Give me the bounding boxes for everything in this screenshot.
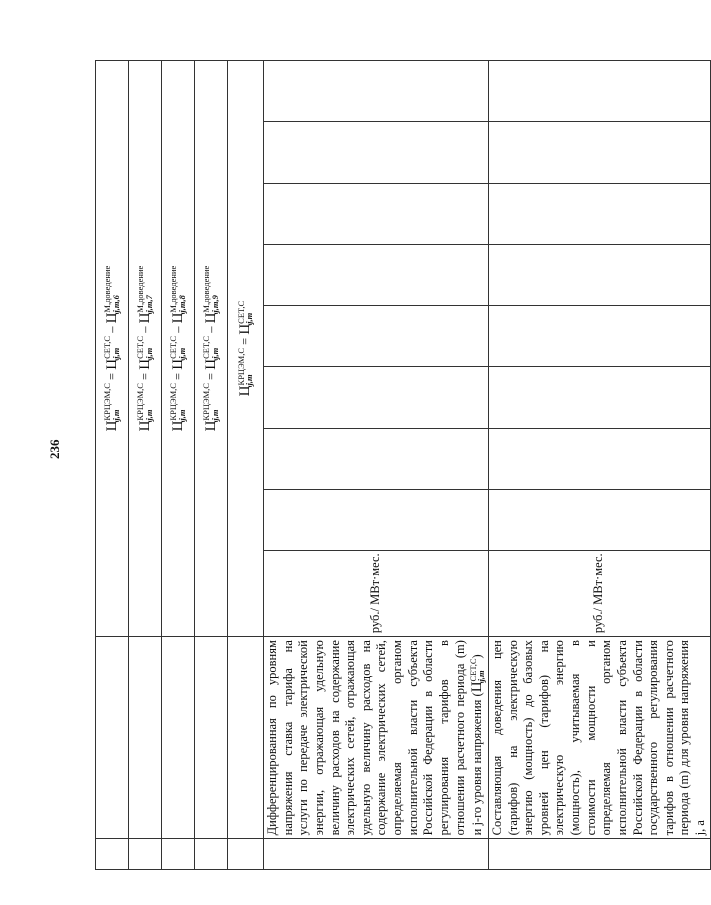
tariff-table bbox=[95, 60, 711, 870]
blank-cell bbox=[162, 637, 195, 839]
formula-5: Ц КРЦЭМ,С j,m = Ц СЕТ,С j,m bbox=[235, 300, 255, 397]
blank-cell bbox=[195, 637, 228, 839]
page-number: 236 bbox=[47, 439, 62, 459]
unit-cell: руб./ МВт·мес. bbox=[488, 551, 710, 637]
value-cell bbox=[488, 122, 710, 183]
value-cell bbox=[488, 367, 710, 428]
row-number-cell bbox=[264, 839, 489, 870]
row-number-cell bbox=[488, 839, 710, 870]
formula-cell bbox=[162, 61, 195, 637]
table-row bbox=[488, 61, 710, 870]
value-cell bbox=[488, 183, 710, 244]
formula-1: Ц КРЦЭМ,С j,m = Ц СЕТ,С j,m – Ц М,доведение j,m,6 bbox=[102, 265, 121, 432]
row-number-cell bbox=[228, 839, 264, 870]
table-row bbox=[264, 61, 489, 870]
formula-row bbox=[195, 61, 228, 870]
description-text: Дифференцированная по уровням напряжения ставка тарифа на услуги по передаче электрической энергии, отражающая удельную величину расходов на содержание электрических сетей, отражающая удельную величину расходов на содержание электрических сетей, определяемая органом исполнительной власти субъекта Российской Федерации в области регулирования тарифов в отношении расчетного периода (m) и j-го уровня напряжения ( bbox=[265, 640, 485, 836]
value-cell bbox=[264, 428, 489, 489]
row-number-cell bbox=[129, 839, 162, 870]
description-cell: Составляющая доведения цен (тарифов) на электрическую энергию (мощность) до базовых уровней цен (тарифов) на электрическую энергию (мощность), учитываемая в стоимости мощности и определяемая органом исполнительной власти субъекта Российской Федерации в области государственного регулирования тарифов в отношении расчетного периода (m) для уровня напряжения j, а bbox=[488, 637, 710, 839]
value-cell bbox=[264, 490, 489, 551]
row-number-cell bbox=[96, 839, 129, 870]
rotated-table-container bbox=[95, 60, 707, 870]
value-cell bbox=[264, 367, 489, 428]
formula-3: Ц КРЦЭМ,С j,m = Ц СЕТ,С j,m – Ц М,доведение j,m,8 bbox=[168, 265, 187, 432]
formula-cell bbox=[228, 61, 264, 637]
formula-row bbox=[96, 61, 129, 870]
value-cell bbox=[488, 490, 710, 551]
description-cell: Дифференцированная по уровням напряжения ставка тарифа на услуги по передаче электрической энергии, отражающая удельную величину расходов на содержание электрических сетей, отражающая удельную величину расходов на содержание электрических сетей, определяемая органом исполнительной власти субъекта Российской Федерации в области регулирования тарифов в отношении расчетного периода (m) и j-го уровня напряжения (Ц СЕТ,С j,m ) bbox=[264, 637, 489, 839]
formula-row bbox=[162, 61, 195, 870]
value-cell bbox=[488, 428, 710, 489]
value-cell bbox=[264, 244, 489, 305]
value-cell bbox=[488, 306, 710, 367]
value-cell bbox=[264, 306, 489, 367]
row-number-cell bbox=[162, 839, 195, 870]
value-cell bbox=[264, 183, 489, 244]
formula-row bbox=[228, 61, 264, 870]
formula-2: Ц КРЦЭМ,С j,m = Ц СЕТ,С j,m – Ц М,доведение j,m,7 bbox=[135, 265, 154, 432]
formula-cell bbox=[129, 61, 162, 637]
value-cell bbox=[264, 122, 489, 183]
value-cell bbox=[488, 61, 710, 122]
value-cell bbox=[264, 61, 489, 122]
blank-cell bbox=[129, 637, 162, 839]
blank-cell bbox=[96, 637, 129, 839]
unit-cell: руб./ МВт·мес. bbox=[264, 551, 489, 637]
formula-cell bbox=[195, 61, 228, 637]
formula-4: Ц КРЦЭМ,С j,m = Ц СЕТ,С j,m – Ц М,доведение j,m,9 bbox=[201, 265, 220, 432]
value-cell bbox=[488, 244, 710, 305]
formula-row bbox=[129, 61, 162, 870]
row-number-cell bbox=[195, 839, 228, 870]
blank-cell bbox=[228, 637, 264, 839]
formula-cell bbox=[96, 61, 129, 637]
